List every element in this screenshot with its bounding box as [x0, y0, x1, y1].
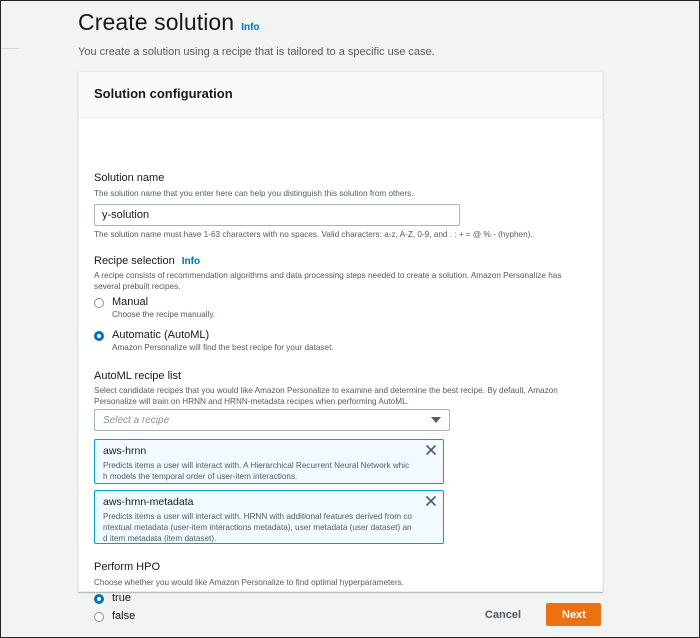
hpo-false-label: false	[112, 610, 136, 622]
caret-down-icon	[431, 417, 441, 423]
recipe-token-aws-hrnn-metadata	[94, 490, 444, 544]
hpo-false-text	[112, 610, 135, 622]
close-icon[interactable]	[425, 495, 437, 507]
manual-radio-description: Choose the recipe manually.	[112, 310, 216, 319]
hpo-true-radio[interactable]	[94, 594, 104, 604]
close-icon[interactable]	[425, 444, 437, 456]
token-description: Predicts items a user will interact with. HRNN with additional features derived from contextual metadata (user-item interactions metadata), user metadata (user dataset) and item metadata (item dataset).	[103, 512, 412, 543]
recipe-select[interactable]	[94, 409, 450, 431]
panel-header	[79, 72, 602, 118]
automl-list-label: AutoML recipe list	[94, 370, 182, 382]
recipe-select-placeholder: Select a recipe	[103, 414, 170, 426]
hpo-false-radio[interactable]	[94, 612, 104, 622]
solution-name-description: The solution name that you enter here can help you distinguish this solution from others.	[94, 189, 414, 198]
token-title: aws-hrnn	[103, 445, 147, 457]
hpo-label: Perform HPO	[94, 561, 161, 573]
automl-radio-label: Automatic (AutoML)	[112, 329, 210, 341]
automl-list-description: Select candidate recipes that you would like Amazon Personalize to examine and determine the best recipe. By default, Amazon Personalize will train on HRNN and HRNN-metadata recipes when performing AutoML.	[94, 386, 558, 406]
next-button[interactable]: Next	[546, 603, 601, 626]
hpo-true-label: true	[112, 592, 131, 604]
hpo-option-true[interactable]	[94, 592, 131, 604]
cancel-button[interactable]: Cancel	[470, 604, 536, 626]
hpo-option-false[interactable]	[94, 610, 135, 622]
token-title: aws-hrnn-metadata	[103, 496, 194, 508]
page-title: Create solution	[78, 9, 235, 35]
manual-radio[interactable]	[94, 298, 104, 308]
recipe-selection-description: A recipe consists of recommendation algorithms and data processing steps needed to create a solution. Amazon Personalize has several prebuilt recipes.	[94, 271, 562, 291]
solution-name-input[interactable]	[94, 204, 460, 226]
recipe-token-aws-hrnn	[94, 439, 444, 484]
recipe-option-manual[interactable]	[94, 296, 215, 319]
recipe-selection-label-group	[94, 255, 200, 267]
solution-name-constraint: The solution name must have 1-63 characters with no spaces. Valid characters: a-z, A-Z, 0-9, and . : + = @ % - (hyphen).	[94, 230, 533, 239]
manual-radio-label: Manual	[112, 296, 149, 308]
panel-title: Solution configuration	[94, 86, 233, 101]
page-header	[78, 9, 260, 36]
token-description: Predicts items a user will interact with. A Hierarchical Recurrent Neural Network which models the temporal order of user-item interactions.	[103, 461, 410, 481]
manual-radio-text	[112, 296, 215, 319]
automl-radio[interactable]	[94, 331, 104, 341]
automl-radio-text	[112, 329, 334, 352]
recipe-selection-label: Recipe selection	[94, 255, 175, 267]
hpo-description: Choose whether you would like Amazon Personalize to find optimal hyperparameters.	[94, 578, 404, 587]
recipe-option-automl[interactable]	[94, 329, 334, 352]
page-description: You create a solution using a recipe that is tailored to a specific use case.	[78, 46, 435, 58]
recipe-selection-info-link[interactable]: Info	[181, 256, 201, 267]
automl-radio-description: Amazon Personalize will find the best recipe for your dataset.	[112, 343, 334, 352]
left-divider	[1, 48, 19, 49]
hpo-true-text	[112, 592, 131, 604]
footer-actions	[470, 603, 601, 626]
solution-name-label: Solution name	[94, 172, 165, 184]
page-info-link[interactable]: Info	[241, 22, 260, 33]
